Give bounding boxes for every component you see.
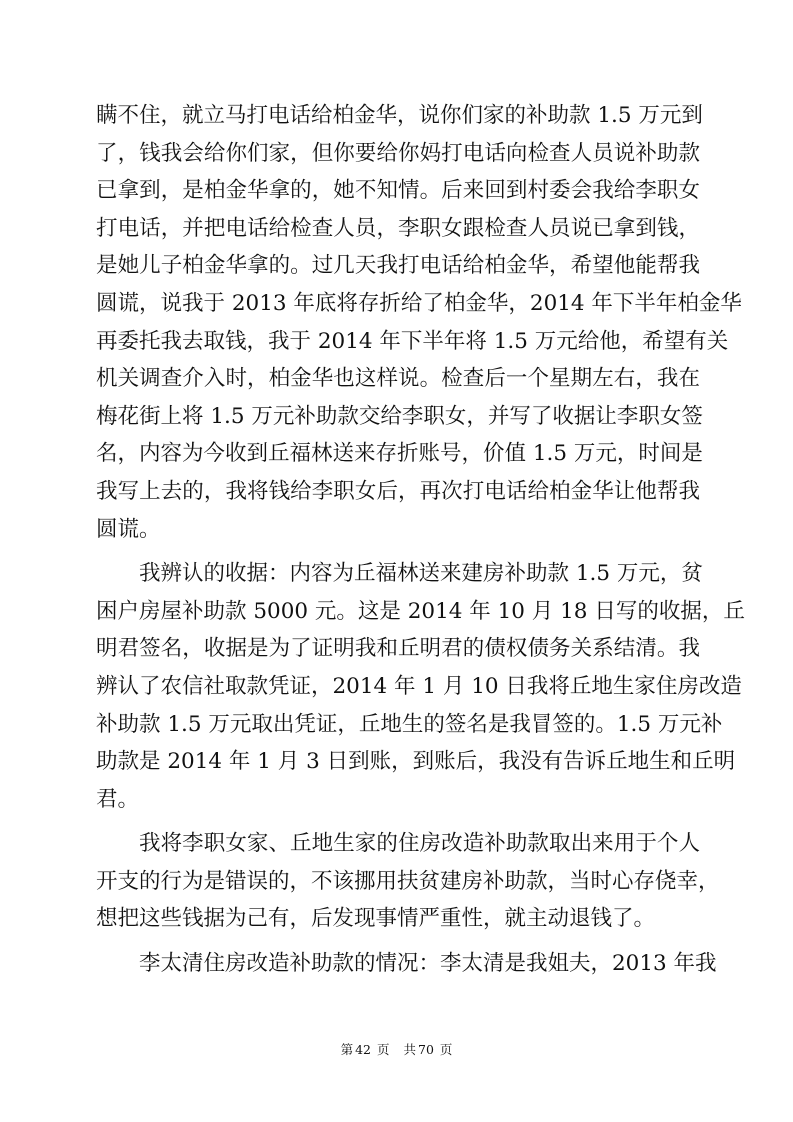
text-line: 辨认了农信社取款凭证，2014 年 1 月 10 日我将丘地生家住房改造 — [96, 673, 742, 699]
text-line: 明君签名，收据是为了证明我和丘明君的债权债务关系结清。我 — [96, 636, 700, 662]
text-line: 我辨认的收据：内容为丘福林送来建房补助款 1.5 万元，贫 — [139, 561, 703, 587]
text-line: 了，钱我会给你们家，但你要给你妈打电话向检查人员说补助款 — [96, 140, 700, 166]
footer-page-number: 42 — [355, 1042, 371, 1057]
text-line: 困户房屋补助款 5000 元。这是 2014 年 10 月 18 日写的收据，丘 — [96, 598, 745, 624]
text-line: 想把这些钱据为己有，后发现事情严重性，就主动退钱了。 — [96, 906, 656, 932]
text-line: 我将李职女家、丘地生家的住房改造补助款取出来用于个人 — [139, 831, 700, 857]
page-footer — [0, 1040, 793, 1058]
text-line: 打电话，并把电话给检查人员，李职女跟检查人员说已拿到钱， — [96, 215, 700, 241]
text-line: 已拿到，是柏金华拿的，她不知情。后来回到村委会我给李职女 — [96, 178, 700, 204]
paragraph-gap — [96, 548, 700, 555]
text-line: 君。 — [96, 786, 140, 812]
paragraph — [96, 825, 720, 938]
text-line: 开支的行为是错误的，不该挪用扶贫建房补助款，当时心存侥幸， — [96, 868, 720, 894]
text-line: 再委托我去取钱，我于 2014 年下半年将 1.5 万元给他，希望有关 — [96, 328, 729, 354]
text-line: 补助款 1.5 万元取出凭证，丘地生的签名是我冒签的。1.5 万元补 — [96, 711, 723, 737]
text-line: 助款是 2014 年 1 月 3 日到账，到账后，我没有告诉丘地生和丘明 — [96, 749, 736, 775]
footer-total-suffix: 页 — [439, 1042, 453, 1057]
text-line: 是她儿子柏金华拿的。过几天我打电话给柏金华，希望他能帮我 — [96, 253, 700, 279]
text-line: 我写上去的，我将钱给李职女后，再次打电话给柏金华让他帮我 — [96, 478, 700, 504]
paragraph-gap — [96, 938, 700, 945]
text-line: 梅花街上将 1.5 万元补助款交给李职女，并写了收据让李职女签 — [96, 403, 703, 429]
text-line: 李太清住房改造补助款的情况：李太清是我姐夫，2013 年我 — [139, 951, 717, 977]
paragraph — [96, 97, 742, 548]
document-body — [96, 97, 745, 983]
text-line: 圆谎。 — [96, 516, 161, 542]
paragraph — [96, 555, 745, 818]
footer-total-prefix: 共 — [403, 1042, 417, 1057]
text-line: 名，内容为今收到丘福林送来存折账号，价值 1.5 万元，时间是 — [96, 441, 703, 467]
footer-total-pages: 70 — [418, 1042, 434, 1057]
text-line: 圆谎，说我于 2013 年底将存折给了柏金华，2014 年下半年柏金华 — [96, 290, 742, 316]
footer-page-suffix: 页 — [376, 1042, 390, 1057]
text-line: 瞒不住，就立马打电话给柏金华，说你们家的补助款 1.5 万元到 — [96, 103, 703, 128]
text-line: 机关调查介入时，柏金华也这样说。检查后一个星期左右，我在 — [96, 366, 700, 392]
footer-page-prefix: 第 — [340, 1042, 354, 1057]
paragraph — [96, 945, 717, 983]
paragraph-gap — [96, 818, 700, 825]
